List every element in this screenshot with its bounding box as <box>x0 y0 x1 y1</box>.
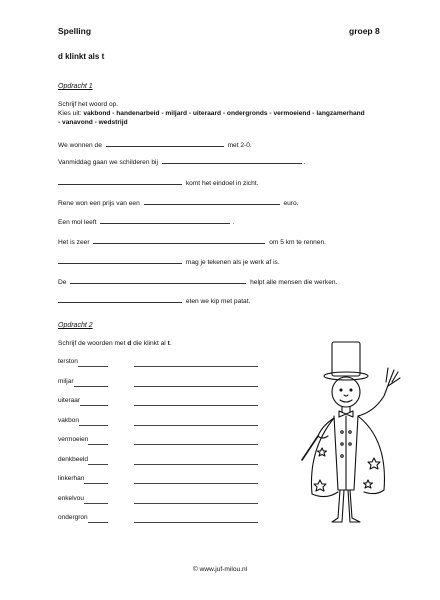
sentence-6 <box>58 236 326 246</box>
answer-line[interactable] <box>134 425 258 426</box>
answer-blank[interactable] <box>144 197 280 205</box>
word-completion-blank[interactable] <box>74 386 108 387</box>
answer-blank[interactable] <box>58 177 182 185</box>
magician-drawing-icon <box>292 340 412 530</box>
word-completion-blank[interactable] <box>88 444 108 445</box>
answer-blank[interactable] <box>93 236 265 244</box>
answer-blank[interactable] <box>100 216 230 224</box>
answer-line[interactable] <box>134 522 258 523</box>
word-label: linkerhan <box>58 475 85 482</box>
word-label: miljar <box>58 377 74 385</box>
sentence-5 <box>58 216 234 226</box>
word-choices-line-2 <box>58 119 128 126</box>
opdracht-1-heading: Opdracht 1 <box>58 83 93 90</box>
sentence-text: helpt alle mensen die werken. <box>250 279 338 286</box>
word-completion-blank[interactable] <box>88 464 108 465</box>
answer-line[interactable] <box>134 503 258 504</box>
word-completion-blank[interactable] <box>79 425 108 426</box>
sentence-text: We wonnen de <box>58 142 102 149</box>
sentence-text: . <box>232 219 235 226</box>
sentence-text: eten we kip met patat. <box>185 298 251 305</box>
sentence-text: euro. <box>283 200 299 207</box>
group-label: groep 8 <box>349 26 380 36</box>
word-label: vakbon <box>58 416 79 424</box>
sentence-9 <box>58 295 250 305</box>
word-choices-list: vakbond - handenarbeid - miljard - uiteraard - ondergronds - vermoeiend - langzamerhand <box>83 110 365 117</box>
sentence-text: Rene won een prijs van een <box>58 200 140 207</box>
answer-blank[interactable] <box>58 256 182 264</box>
sentence-4 <box>58 197 298 207</box>
instruction-bold: t <box>167 340 170 347</box>
sentence-text: Een mol leeft <box>58 219 97 226</box>
answer-line[interactable] <box>134 444 258 445</box>
answer-line[interactable] <box>134 464 258 465</box>
sentence-text: De <box>58 279 67 286</box>
sentence-text: . <box>303 159 306 166</box>
word-choices-line-1 <box>58 110 365 117</box>
instruction-text: Schrijf de woorden met <box>58 340 128 347</box>
word-completion-blank[interactable] <box>84 483 108 484</box>
answer-line[interactable] <box>134 483 258 484</box>
word-choices-list-cont: - vanavond - wedstrijd <box>58 119 128 126</box>
answer-line[interactable] <box>134 386 258 387</box>
sentence-text: mag je tekenen als je werk af is. <box>185 259 280 266</box>
choose-prefix: Kies uit: <box>58 110 82 117</box>
sentence-text: om 5 km te rennen. <box>269 239 327 246</box>
answer-blank[interactable] <box>106 139 224 147</box>
word-label: uiteraar <box>58 397 81 404</box>
sentence-7 <box>58 256 280 266</box>
word-completion-blank[interactable] <box>84 503 108 504</box>
sentence-1 <box>58 139 252 149</box>
word-label: vermoeien <box>58 436 89 443</box>
word-completion-blank[interactable] <box>88 522 108 523</box>
worksheet-title: Spelling <box>58 26 92 36</box>
answer-line[interactable] <box>134 366 258 367</box>
worksheet-subtitle: d klinkt als t <box>58 52 105 61</box>
answer-blank[interactable] <box>58 295 182 303</box>
opdracht-2-instruction <box>58 340 172 347</box>
answer-blank[interactable] <box>162 156 302 164</box>
sentence-2 <box>58 156 306 166</box>
word-label: terston <box>58 358 78 365</box>
answer-blank[interactable] <box>70 276 246 284</box>
sentence-text: met 2-0. <box>227 142 252 149</box>
opdracht-2-heading: Opdracht 2 <box>58 322 93 329</box>
opdracht-1-instruction: Schrijf het woord op. <box>58 101 119 108</box>
word-completion-blank[interactable] <box>80 405 108 406</box>
sentence-text: komt het eindoel in zicht. <box>185 180 259 187</box>
word-label: ondergron <box>58 514 88 521</box>
sentence-8 <box>58 276 337 286</box>
footer-copyright: © www.juf-milou.nl <box>192 566 248 573</box>
instruction-bold: d <box>127 340 132 347</box>
answer-line[interactable] <box>134 405 258 406</box>
instruction-text: . <box>169 340 172 347</box>
sentence-text: Vanmiddag gaan we schilderen bij <box>58 159 158 166</box>
sentence-3 <box>58 177 258 187</box>
sentence-text: Het is zeer <box>58 239 90 246</box>
word-label: denkbeeld <box>58 455 88 463</box>
word-label: enkelvou <box>58 494 85 502</box>
word-completion-blank[interactable] <box>78 366 108 367</box>
instruction-text: die klinkt al <box>131 340 168 347</box>
